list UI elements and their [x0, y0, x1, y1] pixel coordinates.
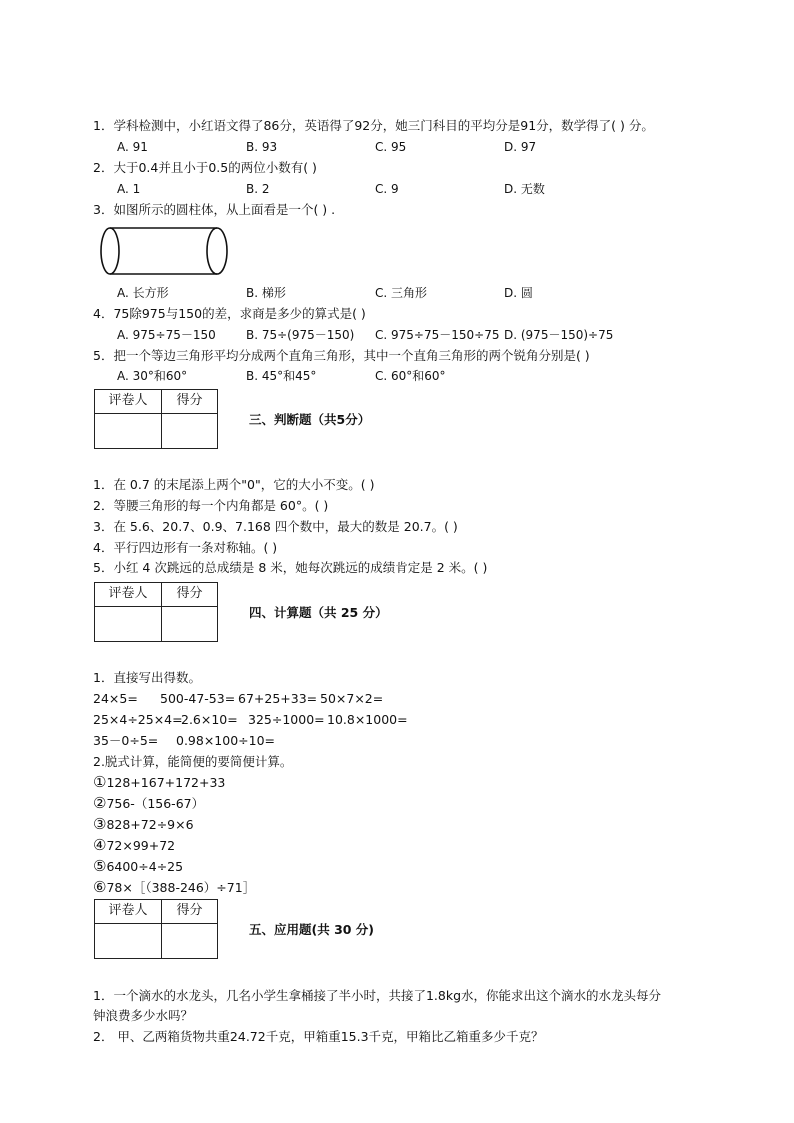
- calc-item: 0.98×100÷10=: [176, 733, 276, 748]
- item-expression: 72×99+72: [106, 838, 176, 853]
- calc-item: 67+25+33=: [238, 691, 318, 706]
- mc-q4-option-a: A. 975÷75－150: [117, 328, 216, 342]
- judge-item-3: 3．在 5.6、20.7、0.9、7.168 四个数中，最大的数是 20.7。( ): [93, 519, 458, 534]
- mc-q2-option-b: B. 2: [246, 182, 270, 196]
- mc-q1-option-c: C. 95: [375, 140, 407, 154]
- mc-q2-option-a: A. 1: [117, 182, 141, 196]
- cylinder-figure: [98, 224, 234, 278]
- judge-item-5: 5．小红 4 次跳远的总成绩是 8 米，她每次跳远的成绩肯定是 2 米。( ): [93, 560, 488, 575]
- calc-q2-title: 2.脱式计算，能简便的要简便计算。: [93, 754, 293, 769]
- mc-q3-option-a: A. 长方形: [117, 286, 169, 300]
- mc-q5-option-c: C. 60°和60°: [375, 369, 446, 383]
- calc-item: 35－0÷5=: [93, 733, 159, 748]
- application-q1-line2: 钟浪费多少水吗？: [93, 1008, 194, 1023]
- calc-item: 24×5=: [93, 691, 138, 706]
- calc-item: 50×7×2=: [320, 691, 384, 706]
- judge-item-2: 2．等腰三角形的每一个内角都是 60°。( ): [93, 498, 329, 513]
- step-calc-item: [93, 858, 183, 875]
- section-5-title: 五、应用题(共 30 分): [249, 922, 375, 937]
- calc-item: 10.8×1000=: [327, 712, 408, 727]
- cylinder-left-end: [101, 228, 119, 274]
- score-header: 得分: [162, 900, 217, 924]
- mc-question-5: 5．把一个等边三角形平均分成两个直角三角形，其中一个直角三角形的两个锐角分别是( ): [93, 348, 590, 363]
- mc-q3-option-c: C. 三角形: [375, 286, 428, 300]
- section-4-title: 四、计算题（共 25 分）: [249, 605, 388, 620]
- step-calc-item: [93, 774, 225, 791]
- item-number: ⑤: [93, 857, 107, 875]
- mc-q1-option-b: B. 93: [246, 140, 278, 154]
- item-number: ②: [93, 794, 107, 812]
- mc-question-3: 3．如图所示的圆柱体，从上面看是一个( ) .: [93, 202, 336, 217]
- mc-question-1: 1．学科检测中，小红语文得了86分，英语得了92分，她三门科目的平均分是91分，数学得了( ) 分。: [93, 118, 654, 133]
- step-calc-item: [93, 837, 175, 854]
- grader-header: 评卷人: [95, 390, 162, 414]
- application-q2: 2． 甲、乙两箱货物共重24.72千克，甲箱重15.3千克，甲箱比乙箱重多少千克？: [93, 1029, 544, 1044]
- mc-q2-option-d: D. 无数: [504, 182, 545, 196]
- mc-question-2: 2．大于0.4并且小于0.5的两位小数有( ): [93, 160, 317, 175]
- item-expression: 78×［（388-246）÷71］: [106, 880, 256, 895]
- mc-q3-option-b: B. 梯形: [246, 286, 286, 300]
- mc-q4-option-d: D. (975－150)÷75: [504, 328, 614, 342]
- score-table-section5: [94, 899, 218, 959]
- calc-item: 25×4÷25×4=: [93, 712, 183, 727]
- step-calc-item: [93, 795, 204, 812]
- grader-header: 评卷人: [95, 583, 162, 607]
- application-q1-line1: 1．一个滴水的水龙头，几名小学生拿桶接了半小时，共接了1.8kg水，你能求出这个滴水的水龙头每分: [93, 988, 662, 1003]
- item-expression: 756-（156-67）: [106, 796, 205, 811]
- cylinder-right-end: [207, 228, 227, 274]
- item-number: ④: [93, 836, 107, 854]
- mc-q5-option-a: A. 30°和60°: [117, 369, 188, 383]
- step-calc-item: [93, 879, 255, 896]
- score-header: 得分: [162, 390, 217, 414]
- mc-q4-option-b: B. 75÷(975－150): [246, 328, 355, 342]
- mc-q3-option-d: D. 圆: [504, 286, 533, 300]
- calc-item: 325÷1000=: [248, 712, 325, 727]
- score-header: 得分: [162, 583, 217, 607]
- section-3-title: 三、判断题（共5分）: [249, 412, 371, 427]
- item-number: ⑥: [93, 878, 107, 896]
- mc-q5-option-b: B. 45°和45°: [246, 369, 317, 383]
- item-number: ①: [93, 773, 107, 791]
- calc-q1-title: 1．直接写出得数。: [93, 670, 201, 685]
- judge-item-4: 4．平行四边形有一条对称轴。( ): [93, 540, 278, 555]
- step-calc-item: [93, 816, 194, 833]
- calc-item: 500-47-53=: [160, 691, 236, 706]
- mc-q4-option-c: C. 975÷75－150÷75: [375, 328, 500, 342]
- item-expression: 828+72÷9×6: [106, 817, 194, 832]
- mc-q2-option-c: C. 9: [375, 182, 399, 196]
- item-number: ③: [93, 815, 107, 833]
- mc-q1-option-a: A. 91: [117, 140, 148, 154]
- judge-item-1: 1．在 0.7 的末尾添上两个"0"，它的大小不变。( ): [93, 477, 375, 492]
- score-table-section3: [94, 389, 218, 449]
- grader-header: 评卷人: [95, 900, 162, 924]
- mc-question-4: 4．75除975与150的差，求商是多少的算式是( ): [93, 306, 366, 321]
- score-table-section4: [94, 582, 218, 642]
- mc-q1-option-d: D. 97: [504, 140, 537, 154]
- calc-item: 2.6×10=: [181, 712, 238, 727]
- item-expression: 6400÷4÷25: [106, 859, 184, 874]
- item-expression: 128+167+172+33: [106, 775, 226, 790]
